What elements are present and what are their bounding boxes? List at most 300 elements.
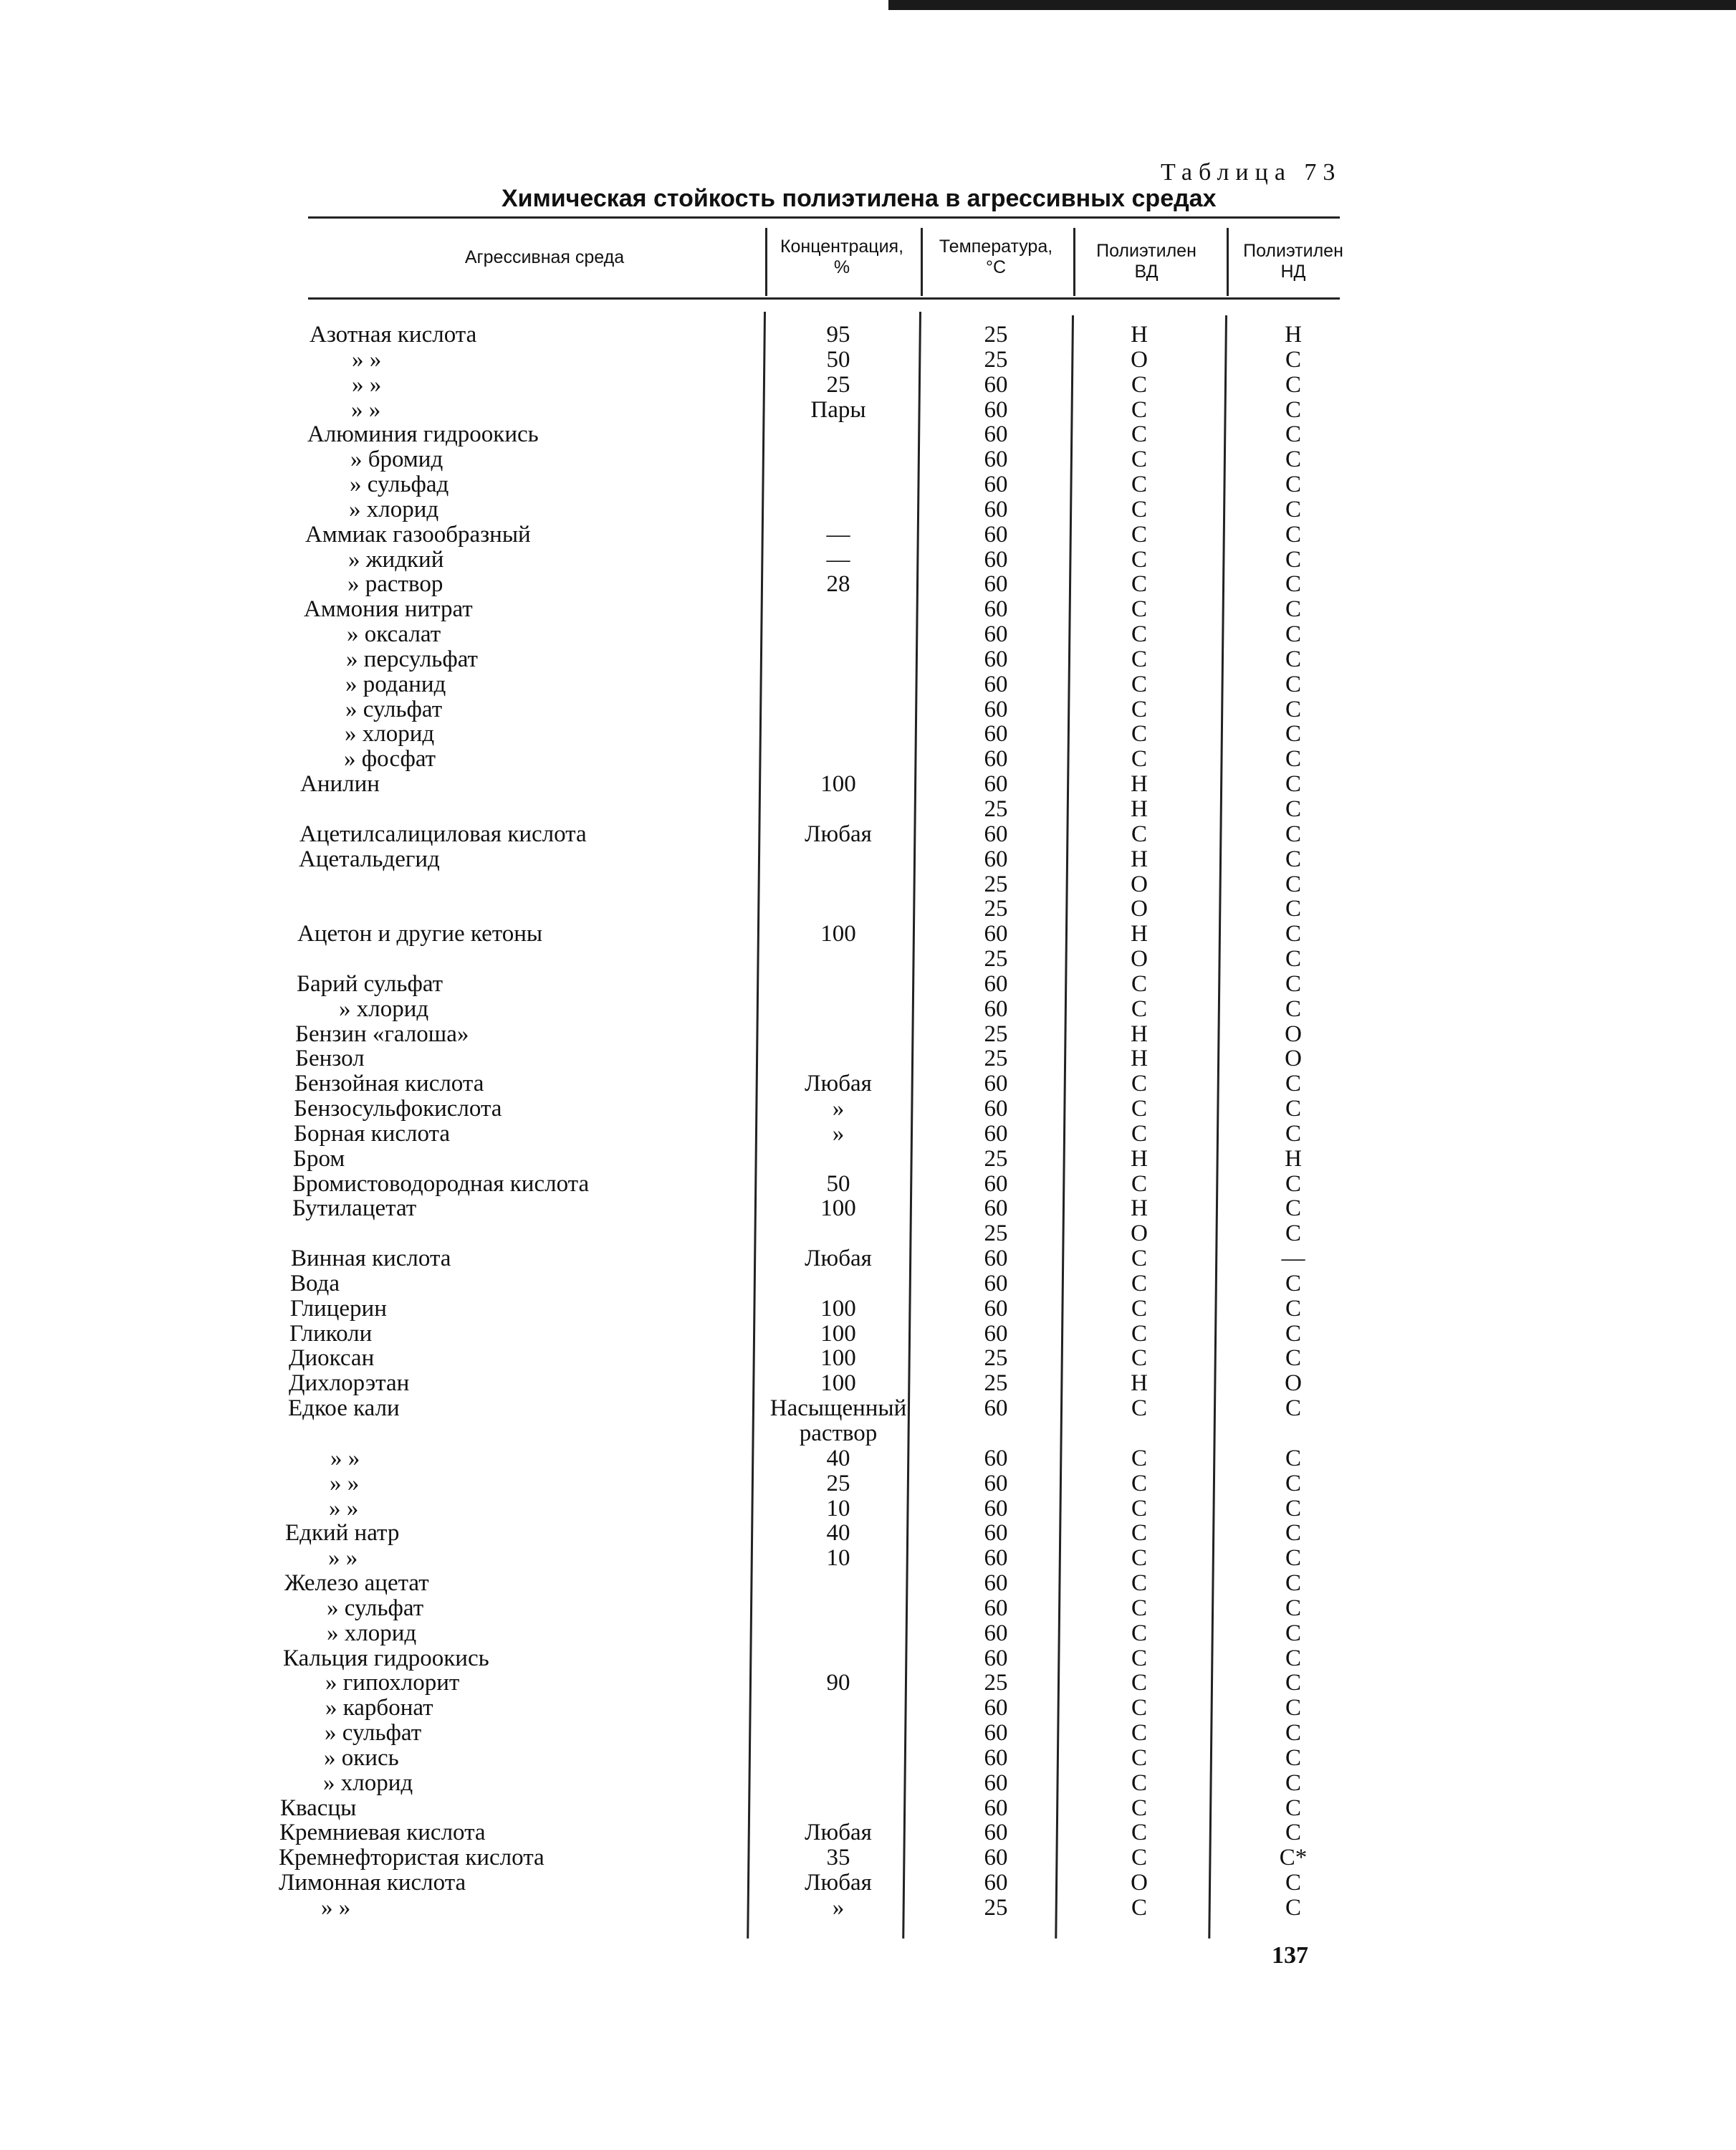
- table-row: [0, 1746, 1736, 1771]
- cell-nd: С: [1285, 921, 1301, 947]
- cell-vd: С: [1131, 1296, 1147, 1322]
- cell-temp: 25: [984, 322, 1008, 348]
- cell-nd: О: [1285, 1021, 1302, 1047]
- table-row: [0, 1621, 1736, 1646]
- cell-conc: 100: [820, 1321, 856, 1347]
- cell-nd: С: [1285, 1570, 1301, 1596]
- cell-temp: 60: [984, 1121, 1008, 1147]
- cell-env: Кальция гидроокись: [283, 1645, 489, 1671]
- cell-vd: Н: [1131, 322, 1148, 348]
- cell-temp: 60: [984, 621, 1008, 647]
- table-row: [0, 622, 1736, 647]
- cell-vd: С: [1131, 1520, 1147, 1546]
- table-row: [0, 1071, 1736, 1096]
- cell-conc: Любая: [805, 1246, 872, 1271]
- cell-nd: С: [1285, 1220, 1301, 1246]
- cell-env: Бромистоводородная кислота: [292, 1171, 590, 1197]
- table-row: [0, 1322, 1736, 1347]
- cell-env: Аммония нитрат: [304, 596, 473, 622]
- cell-temp: 60: [984, 1795, 1008, 1821]
- cell-temp: 60: [984, 697, 1008, 722]
- cell-env: Азотная кислота: [310, 322, 477, 348]
- cell-vd: С: [1131, 746, 1147, 772]
- table-row: [0, 548, 1736, 573]
- cell-vd: С: [1131, 1395, 1147, 1421]
- table-header-rule: [308, 297, 1340, 300]
- cell-nd: С: [1285, 971, 1301, 997]
- cell-temp: 60: [984, 446, 1008, 472]
- table-row: [0, 1646, 1736, 1671]
- cell-temp: 60: [984, 397, 1008, 423]
- table-row: [0, 373, 1736, 398]
- table-row: [0, 1396, 1736, 1421]
- cell-vd: С: [1131, 1595, 1147, 1621]
- cell-vd: С: [1131, 571, 1147, 597]
- cell-conc: 100: [820, 1195, 856, 1221]
- table-row: [0, 1196, 1736, 1221]
- cell-temp: 60: [984, 1496, 1008, 1521]
- cell-vd: С: [1131, 397, 1147, 423]
- table-row: [0, 797, 1736, 822]
- cell-temp: 25: [984, 1021, 1008, 1047]
- cell-env: » сульфат: [325, 1720, 422, 1746]
- cell-vd: О: [1131, 1220, 1148, 1246]
- cell-nd: С: [1285, 1321, 1301, 1347]
- cell-vd: С: [1131, 1570, 1147, 1596]
- cell-env: Железо ацетат: [284, 1570, 429, 1596]
- header-pe-vd: [1082, 241, 1211, 282]
- cell-temp: 60: [984, 1695, 1008, 1721]
- cell-temp: 25: [984, 347, 1008, 373]
- cell-env: Едкое кали: [288, 1395, 400, 1421]
- cell-nd: С: [1285, 621, 1301, 647]
- header-pe-vd-line2: ВД: [1134, 262, 1159, 282]
- cell-conc: 95: [826, 322, 850, 348]
- cell-env: Едкий натр: [285, 1520, 400, 1546]
- table-row: [0, 1172, 1736, 1197]
- cell-nd: С: [1285, 1820, 1301, 1845]
- table-row: [0, 747, 1736, 772]
- table-row: [0, 1496, 1736, 1521]
- table-row: [0, 972, 1736, 997]
- cell-conc: 35: [826, 1845, 850, 1870]
- cell-conc: 50: [826, 347, 850, 373]
- cell-env: » персульфат: [346, 646, 478, 672]
- cell-nd: С: [1285, 1345, 1301, 1371]
- cell-vd: С: [1131, 1895, 1147, 1921]
- cell-conc: —: [826, 547, 850, 573]
- table-row: [0, 1820, 1736, 1845]
- header-temperature-line1: Температура,: [939, 236, 1053, 257]
- cell-conc: Пары: [810, 397, 866, 423]
- cell-temp: 25: [984, 1220, 1008, 1246]
- table-top-rule: [308, 216, 1340, 219]
- cell-temp: 60: [984, 1296, 1008, 1322]
- cell-temp: 60: [984, 1321, 1008, 1347]
- cell-temp: 60: [984, 1870, 1008, 1896]
- cell-nd: С: [1285, 721, 1301, 747]
- cell-nd: С: [1285, 996, 1301, 1022]
- cell-env: » сульфат: [327, 1595, 424, 1621]
- cell-env: Ацетон и другие кетоны: [297, 921, 543, 947]
- cell-conc: 40: [826, 1446, 850, 1471]
- table-row: [0, 822, 1736, 847]
- cell-env: » окись: [324, 1745, 399, 1771]
- table-row: [0, 1221, 1736, 1246]
- cell-vd: Н: [1131, 1370, 1148, 1396]
- cell-env: » »: [330, 1446, 360, 1471]
- cell-nd: С: [1285, 1620, 1301, 1646]
- table-row: [0, 1896, 1736, 1921]
- table-row: [0, 1845, 1736, 1870]
- table-row: [0, 522, 1736, 548]
- cell-vd: О: [1131, 347, 1148, 373]
- cell-env: Анилин: [300, 771, 380, 797]
- cell-vd: С: [1131, 1645, 1147, 1671]
- cell-temp: 60: [984, 646, 1008, 672]
- cell-nd: С: [1285, 1520, 1301, 1546]
- header-temperature-line2: °С: [985, 257, 1007, 277]
- table-row: [0, 1421, 1736, 1446]
- table-row: [0, 1521, 1736, 1546]
- cell-vd: С: [1131, 1096, 1147, 1122]
- table-row: [0, 1371, 1736, 1396]
- cell-conc: Любая: [805, 1071, 872, 1096]
- cell-temp: 60: [984, 1595, 1008, 1621]
- cell-nd: С: [1285, 1545, 1301, 1571]
- cell-nd: О: [1285, 1046, 1302, 1071]
- cell-nd: С: [1285, 522, 1301, 548]
- cell-env: Бензосульфокислота: [294, 1096, 502, 1122]
- cell-env: » бромид: [350, 446, 443, 472]
- cell-env: » »: [321, 1895, 351, 1921]
- cell-temp: 60: [984, 372, 1008, 398]
- cell-env: Вода: [290, 1271, 340, 1296]
- cell-temp: 60: [984, 1620, 1008, 1646]
- cell-vd: С: [1131, 497, 1147, 522]
- cell-env: Борная кислота: [294, 1121, 451, 1147]
- cell-conc: Любая: [805, 821, 872, 847]
- cell-temp: 60: [984, 472, 1008, 497]
- cell-temp: 25: [984, 871, 1008, 897]
- table-row: [0, 1671, 1736, 1696]
- cell-env: » хлорид: [327, 1620, 417, 1646]
- cell-nd: С: [1285, 1296, 1301, 1322]
- cell-vd: С: [1131, 1446, 1147, 1471]
- cell-env: Бутилацетат: [292, 1195, 417, 1221]
- cell-nd: С: [1285, 421, 1301, 447]
- cell-temp: 60: [984, 1246, 1008, 1271]
- cell-conc: 100: [820, 1370, 856, 1396]
- cell-temp: 25: [984, 796, 1008, 822]
- table-row: [0, 1046, 1736, 1071]
- table-row: [0, 847, 1736, 872]
- header-divider-3: [1073, 228, 1075, 296]
- cell-temp: 60: [984, 672, 1008, 697]
- table-row: [0, 1471, 1736, 1496]
- cell-vd: С: [1131, 697, 1147, 722]
- table-row: [0, 872, 1736, 897]
- cell-conc: Любая: [805, 1870, 872, 1896]
- cell-env: Диоксан: [289, 1345, 375, 1371]
- scan-edge-shadow: [888, 0, 1736, 10]
- cell-vd: С: [1131, 372, 1147, 398]
- cell-temp: 25: [984, 896, 1008, 922]
- cell-env: Барий сульфат: [297, 971, 443, 997]
- cell-conc: 100: [820, 1296, 856, 1322]
- cell-vd: О: [1131, 1870, 1148, 1896]
- cell-env: Ацетилсалициловая кислота: [299, 821, 587, 847]
- cell-vd: С: [1131, 1795, 1147, 1821]
- header-temperature: [924, 236, 1068, 278]
- cell-nd: С: [1285, 1446, 1301, 1471]
- table-row: [0, 1271, 1736, 1296]
- cell-conc: 40: [826, 1520, 850, 1546]
- cell-nd: С: [1285, 1171, 1301, 1197]
- cell-nd: С: [1285, 571, 1301, 597]
- table-row: [0, 1022, 1736, 1047]
- table-row: [0, 348, 1736, 373]
- header-concentration-line2: %: [833, 257, 850, 277]
- cell-env: Бензол: [295, 1046, 365, 1071]
- cell-env: » оксалат: [347, 621, 441, 647]
- cell-vd: С: [1131, 1345, 1147, 1371]
- table-row: [0, 672, 1736, 697]
- cell-vd: С: [1131, 996, 1147, 1022]
- cell-env: Кремниевая кислота: [279, 1820, 486, 1845]
- cell-temp: 60: [984, 1820, 1008, 1845]
- table-row: [0, 572, 1736, 597]
- cell-vd: С: [1131, 472, 1147, 497]
- cell-nd: С: [1285, 1121, 1301, 1147]
- table-row: [0, 398, 1736, 423]
- table-row: [0, 947, 1736, 972]
- cell-nd: С: [1285, 1895, 1301, 1921]
- cell-vd: С: [1131, 1071, 1147, 1096]
- table-row: [0, 1771, 1736, 1796]
- cell-nd: С: [1285, 1645, 1301, 1671]
- cell-vd: О: [1131, 871, 1148, 897]
- cell-vd: О: [1131, 896, 1148, 922]
- cell-vd: С: [1131, 1171, 1147, 1197]
- cell-vd: С: [1131, 1820, 1147, 1845]
- cell-temp: 60: [984, 547, 1008, 573]
- cell-temp: 60: [984, 596, 1008, 622]
- cell-temp: 60: [984, 1171, 1008, 1197]
- table-row: [0, 722, 1736, 747]
- cell-temp: 60: [984, 721, 1008, 747]
- cell-env: » раствор: [347, 571, 443, 597]
- cell-env: Квасцы: [280, 1795, 357, 1821]
- cell-vd: Н: [1131, 796, 1148, 822]
- cell-env: » карбонат: [325, 1695, 433, 1721]
- cell-temp: 25: [984, 1370, 1008, 1396]
- table-row: [0, 697, 1736, 722]
- cell-env: » хлорид: [345, 721, 435, 747]
- cell-vd: С: [1131, 421, 1147, 447]
- cell-conc: 25: [826, 372, 850, 398]
- table-row: [0, 447, 1736, 472]
- cell-temp: 60: [984, 971, 1008, 997]
- cell-nd: С: [1285, 1595, 1301, 1621]
- table-row: [0, 772, 1736, 797]
- cell-temp: 60: [984, 771, 1008, 797]
- cell-nd: С: [1285, 472, 1301, 497]
- header-divider-2: [921, 228, 923, 296]
- cell-nd: С: [1285, 1496, 1301, 1521]
- cell-vd: С: [1131, 646, 1147, 672]
- cell-conc: 10: [826, 1496, 850, 1521]
- table-row: [0, 1596, 1736, 1621]
- table-row: [0, 1696, 1736, 1721]
- cell-vd: С: [1131, 821, 1147, 847]
- table-title: Химическая стойкость полиэтилена в агрессивных средах: [502, 185, 1217, 212]
- cell-env: » сульфат: [345, 697, 443, 722]
- cell-temp: 60: [984, 1096, 1008, 1122]
- cell-nd: С: [1285, 1096, 1301, 1122]
- cell-temp: 60: [984, 1745, 1008, 1771]
- cell-vd: С: [1131, 721, 1147, 747]
- cell-nd: С: [1285, 796, 1301, 822]
- table-row: [0, 1571, 1736, 1596]
- cell-conc: Любая: [805, 1820, 872, 1845]
- cell-conc: 25: [826, 1471, 850, 1496]
- cell-vd: С: [1131, 522, 1147, 548]
- cell-vd: С: [1131, 1121, 1147, 1147]
- cell-conc: 28: [826, 571, 850, 597]
- cell-vd: С: [1131, 1321, 1147, 1347]
- cell-env: » гипохлорит: [325, 1670, 460, 1696]
- cell-env: » жидкий: [348, 547, 444, 573]
- cell-nd: С: [1285, 1695, 1301, 1721]
- cell-env: » роданид: [345, 672, 446, 697]
- cell-nd: С: [1285, 871, 1301, 897]
- cell-vd: Н: [1131, 846, 1148, 872]
- table-row: [0, 1546, 1736, 1571]
- cell-temp: 25: [984, 1146, 1008, 1172]
- cell-temp: 60: [984, 497, 1008, 522]
- cell-vd: С: [1131, 1545, 1147, 1571]
- cell-vd: С: [1131, 1695, 1147, 1721]
- cell-temp: 60: [984, 1545, 1008, 1571]
- table-row: [0, 1446, 1736, 1471]
- table-row: [0, 322, 1736, 348]
- table-row: [0, 647, 1736, 672]
- cell-temp: 60: [984, 1271, 1008, 1296]
- table-row: [0, 1346, 1736, 1371]
- cell-vd: Н: [1131, 1021, 1148, 1047]
- cell-vd: С: [1131, 1496, 1147, 1521]
- cell-nd: С: [1285, 896, 1301, 922]
- header-concentration-line1: Концентрация,: [780, 236, 904, 257]
- cell-vd: Н: [1131, 921, 1148, 947]
- header-pe-nd: [1229, 241, 1358, 282]
- cell-env: Бензойная кислота: [294, 1071, 484, 1096]
- table-row: [0, 472, 1736, 497]
- cell-nd: Н: [1285, 322, 1302, 348]
- table-row: [0, 997, 1736, 1022]
- cell-vd: С: [1131, 672, 1147, 697]
- cell-vd: С: [1131, 1471, 1147, 1496]
- table-row: [0, 1721, 1736, 1746]
- cell-nd: С: [1285, 596, 1301, 622]
- header-pe-nd-line1: Полиэтилен: [1243, 241, 1343, 261]
- cell-env: Лимонная кислота: [279, 1870, 466, 1896]
- cell-temp: 60: [984, 1645, 1008, 1671]
- cell-conc: —: [826, 522, 850, 548]
- cell-env: » »: [352, 347, 382, 373]
- cell-nd: С: [1285, 547, 1301, 573]
- cell-conc: 50: [826, 1171, 850, 1197]
- cell-nd: С: [1285, 1195, 1301, 1221]
- cell-temp: 60: [984, 1720, 1008, 1746]
- header-concentration: [767, 236, 917, 278]
- cell-env: » »: [351, 397, 381, 423]
- cell-vd: С: [1131, 596, 1147, 622]
- cell-nd: —: [1281, 1246, 1305, 1271]
- cell-nd: С: [1285, 672, 1301, 697]
- table-row: [0, 897, 1736, 922]
- cell-conc: раствор: [799, 1420, 878, 1446]
- cell-conc: 10: [826, 1545, 850, 1571]
- cell-temp: 25: [984, 946, 1008, 972]
- cell-nd: С: [1285, 1271, 1301, 1296]
- cell-nd: С: [1285, 1670, 1301, 1696]
- cell-conc: Насыщенный: [769, 1395, 907, 1421]
- cell-temp: 60: [984, 1770, 1008, 1796]
- table-row: [0, 1096, 1736, 1122]
- cell-nd: С: [1285, 821, 1301, 847]
- cell-temp: 25: [984, 1895, 1008, 1921]
- cell-nd: С: [1285, 846, 1301, 872]
- cell-nd: С: [1285, 1395, 1301, 1421]
- cell-temp: 25: [984, 1345, 1008, 1371]
- cell-vd: С: [1131, 1770, 1147, 1796]
- cell-conc: 90: [826, 1670, 850, 1696]
- cell-vd: С: [1131, 971, 1147, 997]
- header-environment-label: Агрессивная среда: [464, 247, 625, 267]
- cell-temp: 60: [984, 1446, 1008, 1471]
- table-row: [0, 1147, 1736, 1172]
- table-row: [0, 1122, 1736, 1147]
- cell-temp: 60: [984, 996, 1008, 1022]
- cell-nd: С: [1285, 347, 1301, 373]
- cell-env: » хлорид: [349, 497, 439, 522]
- cell-nd: С: [1285, 771, 1301, 797]
- cell-nd: С: [1285, 946, 1301, 972]
- cell-env: » фосфат: [344, 746, 436, 772]
- cell-nd: С: [1285, 746, 1301, 772]
- cell-nd: С: [1285, 1071, 1301, 1096]
- table-row: [0, 422, 1736, 447]
- cell-conc: »: [832, 1895, 845, 1921]
- cell-temp: 60: [984, 821, 1008, 847]
- cell-nd: С: [1285, 1770, 1301, 1796]
- cell-nd: С: [1285, 446, 1301, 472]
- cell-env: » сульфад: [350, 472, 449, 497]
- cell-vd: Н: [1131, 1046, 1148, 1071]
- cell-temp: 60: [984, 421, 1008, 447]
- cell-conc: »: [832, 1121, 845, 1147]
- table-row: [0, 922, 1736, 947]
- cell-temp: 60: [984, 1071, 1008, 1096]
- cell-nd: С: [1285, 697, 1301, 722]
- cell-nd: С: [1285, 1870, 1301, 1896]
- cell-env: » хлорид: [339, 996, 429, 1022]
- table-number: Таблица 73: [1161, 159, 1342, 186]
- cell-nd: С: [1285, 397, 1301, 423]
- cell-nd: С: [1285, 646, 1301, 672]
